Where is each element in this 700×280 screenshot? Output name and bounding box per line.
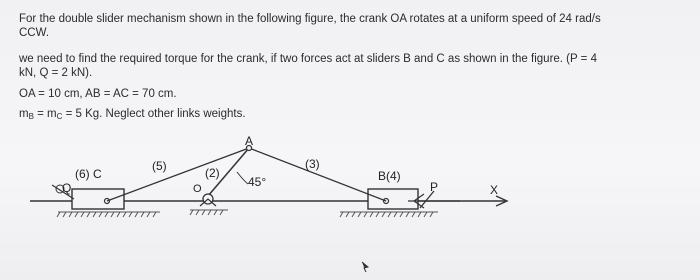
label-link-2: (2) [205, 166, 220, 180]
slider-b [368, 189, 418, 209]
mass-sub-c: C [56, 112, 63, 121]
problem-line-2: CCW. [19, 27, 50, 39]
label-o: O [193, 183, 202, 195]
mass-eq: = m [33, 108, 57, 120]
label-link-5: (5) [152, 159, 167, 173]
ground-hatch-pivot [190, 210, 228, 215]
problem-line-3: we need to find the required torque for the crank, if two forces act at sliders B and C as shown in the figure. (P = 4 [19, 53, 597, 65]
slider-c [72, 189, 124, 209]
mass-m1: m [19, 108, 29, 120]
problem-line-1: For the double slider mechanism shown in the following figure, the crank OA rotates at a uniform speed of 24 rad/s [19, 13, 601, 25]
label-slider-b: B(4) [378, 169, 401, 183]
label-angle: 45° [248, 175, 267, 189]
cursor-icon [362, 262, 368, 272]
angle-arc [237, 172, 248, 184]
label-link-3: (3) [305, 157, 320, 171]
ground-hatch-left [57, 212, 160, 217]
mass-sub-b: B [28, 112, 34, 121]
label-slider-c: (6) C [75, 167, 102, 181]
problem-dimensions: OA = 10 cm, AB = AC = 70 cm. [19, 88, 177, 100]
problem-line-4: kN, Q = 2 kN). [19, 67, 93, 79]
mass-rest: = 5 Kg. Neglect other links weights. [62, 108, 246, 120]
ground-hatch-right [340, 212, 438, 217]
label-x: X [490, 183, 499, 197]
label-a: A [245, 134, 254, 148]
label-p: P [430, 180, 439, 194]
link-3 [249, 148, 386, 201]
label-q: Q [62, 181, 72, 195]
link-5 [107, 148, 249, 201]
